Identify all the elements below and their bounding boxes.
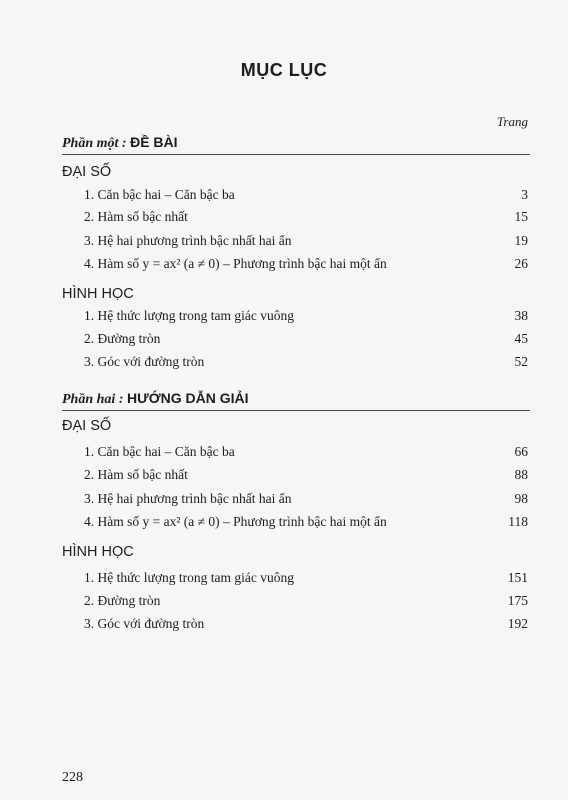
toc-entry-page: 66 xyxy=(514,444,528,459)
toc-entry-title: 1. Hệ thức lượng trong tam giác vuông xyxy=(84,308,294,323)
part-one-separator: : xyxy=(118,136,131,151)
part-one-heading xyxy=(62,134,178,152)
toc-entry-title: 4. Hàm số y = ax² (a ≠ 0) – Phương trình bậc hai một ẩn xyxy=(84,256,387,271)
page-column-label: Trang xyxy=(496,114,528,129)
part-two-title: HƯỚNG DẪN GIẢI xyxy=(126,390,249,406)
toc-entry-page: 192 xyxy=(507,616,528,631)
toc-entry-page: 88 xyxy=(514,467,528,482)
toc-entry-page: 175 xyxy=(507,593,528,608)
toc-entry-title: 2. Đường tròn xyxy=(84,331,161,346)
section-heading-hinh-hoc: HÌNH HỌC xyxy=(62,544,134,560)
toc-entry-title: 3. Hệ hai phương trình bậc nhất hai ẩn xyxy=(84,491,292,506)
toc-entry-page: 151 xyxy=(507,570,528,585)
toc-entry-page: 19 xyxy=(514,233,528,248)
toc-entry-title: 1. Căn bậc hai – Căn bậc ba xyxy=(84,187,235,202)
section-heading-dai-so: ĐẠI SỐ xyxy=(62,164,112,180)
toc-entry-title: 4. Hàm số y = ax² (a ≠ 0) – Phương trình bậc hai một ẩn xyxy=(84,514,387,529)
toc-entry-title: 3. Góc với đường tròn xyxy=(84,354,205,369)
toc-entry-title: 2. Đường tròn xyxy=(84,593,161,608)
toc-entry-page: 118 xyxy=(508,514,528,529)
toc-entry-title: 1. Căn bậc hai – Căn bậc ba xyxy=(84,444,235,459)
toc-entry-page: 45 xyxy=(514,331,528,346)
toc-entry-page: 3 xyxy=(521,187,528,202)
toc-entry-title: 2. Hàm số bậc nhất xyxy=(84,467,188,482)
section-heading-hinh-hoc: HÌNH HỌC xyxy=(62,286,134,302)
part-two-label: Phần hai xyxy=(62,392,116,407)
toc-entry-page: 26 xyxy=(514,256,528,271)
toc-entry-page: 15 xyxy=(514,209,528,224)
toc-entry-title: 1. Hệ thức lượng trong tam giác vuông xyxy=(84,570,294,585)
part-one-title: ĐỀ BÀI xyxy=(130,134,178,150)
divider xyxy=(62,410,530,411)
part-two-separator: : xyxy=(115,392,127,407)
toc-entry-title: 3. Hệ hai phương trình bậc nhất hai ẩn xyxy=(84,233,292,248)
toc-entry-title: 2. Hàm số bậc nhất xyxy=(84,209,188,224)
page-title: MỤC LỤC xyxy=(240,60,328,80)
toc-entry-title: 3. Góc với đường tròn xyxy=(84,616,205,631)
toc-entry-page: 98 xyxy=(514,491,528,506)
toc-entry-page: 52 xyxy=(514,354,528,369)
divider xyxy=(62,154,530,155)
page-number: 228 xyxy=(62,770,83,785)
part-one-label: Phần một xyxy=(62,136,119,151)
part-two-heading xyxy=(62,390,249,408)
toc-entry-page: 38 xyxy=(514,308,528,323)
section-heading-dai-so: ĐẠI SỐ xyxy=(62,418,112,434)
